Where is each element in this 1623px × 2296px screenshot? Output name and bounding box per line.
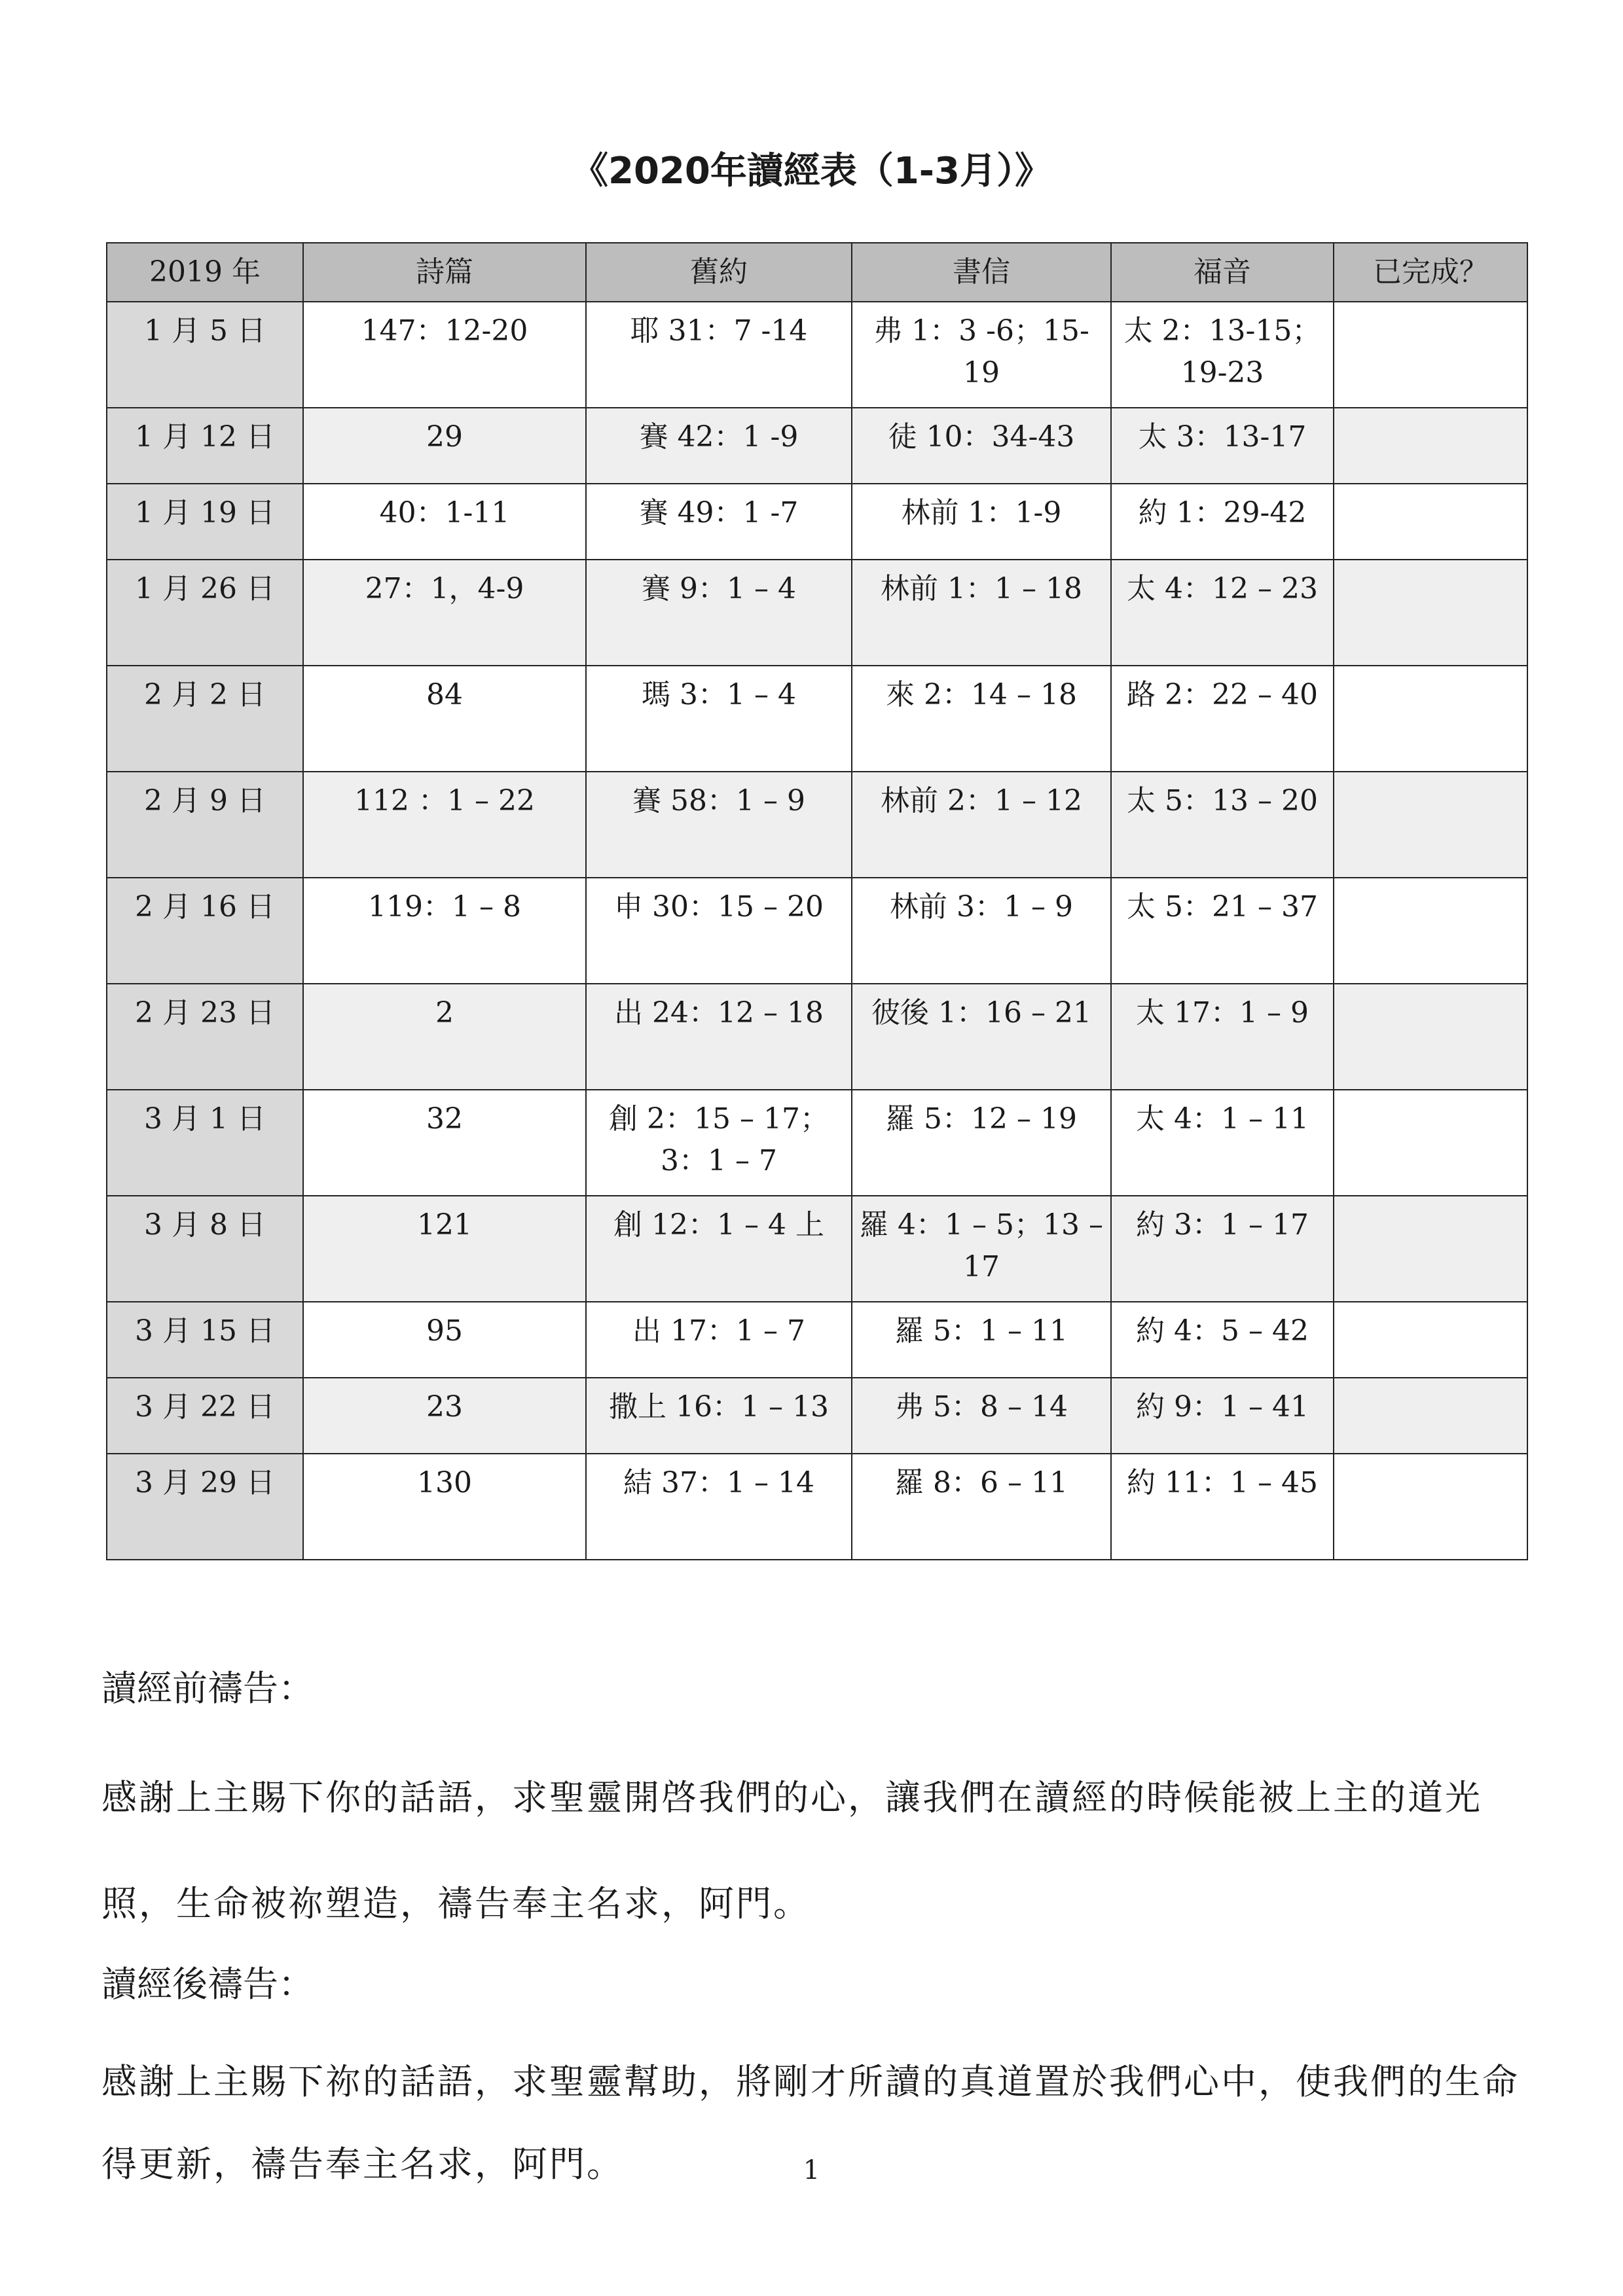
cell-psalms: 29	[303, 408, 586, 484]
table-row	[107, 1454, 1527, 1560]
cell-gospel: 太 5：13 – 20	[1111, 772, 1334, 878]
cell-date: 2 月 23 日	[107, 984, 303, 1090]
prayer-before-reading	[101, 1662, 1529, 1957]
cell-gospel: 太 2：13-15；19-23	[1111, 302, 1334, 408]
cell-old-testament: 創 2：15 – 17；3：1 – 7	[586, 1090, 852, 1196]
cell-old-testament: 撒上 16：1 – 13	[586, 1378, 852, 1454]
cell-gospel: 約 11：1 – 45	[1111, 1454, 1334, 1560]
document-title: 《2020年讀經表（1-3月）》	[571, 150, 1052, 192]
cell-old-testament: 賽 49：1 -7	[586, 484, 852, 560]
cell-old-testament: 耶 31：7 -14	[586, 302, 852, 408]
cell-epistles: 彼後 1：16 – 21	[852, 984, 1111, 1090]
cell-completed[interactable]	[1334, 878, 1527, 984]
cell-gospel: 約 3：1 – 17	[1111, 1196, 1334, 1302]
cell-date: 3 月 8 日	[107, 1196, 303, 1302]
cell-completed[interactable]	[1334, 984, 1527, 1090]
cell-psalms: 27：1，4-9	[303, 560, 586, 666]
cell-epistles: 林前 1：1 – 18	[852, 560, 1111, 666]
table-row	[107, 1378, 1527, 1454]
cell-psalms: 32	[303, 1090, 586, 1196]
cell-epistles: 弗 1：3 -6；15-19	[852, 302, 1111, 408]
cell-completed[interactable]	[1334, 1196, 1527, 1302]
table-row	[107, 984, 1527, 1090]
cell-epistles: 林前 3：1 – 9	[852, 878, 1111, 984]
cell-gospel: 太 4：1 – 11	[1111, 1090, 1334, 1196]
table-row	[107, 408, 1527, 484]
cell-old-testament: 賽 9：1 – 4	[586, 560, 852, 666]
header-completed: 已完成？	[1334, 243, 1527, 302]
header-epistles: 書信	[852, 243, 1111, 302]
cell-completed[interactable]	[1334, 1378, 1527, 1454]
cell-old-testament: 申 30：15 – 20	[586, 878, 852, 984]
cell-psalms: 40：1-11	[303, 484, 586, 560]
cell-epistles: 羅 4：1 – 5；13 – 17	[852, 1196, 1111, 1302]
table-row	[107, 772, 1527, 878]
page-number: 1	[803, 2155, 820, 2185]
cell-date: 3 月 22 日	[107, 1378, 303, 1454]
cell-old-testament: 賽 42：1 -9	[586, 408, 852, 484]
cell-date: 1 月 12 日	[107, 408, 303, 484]
cell-completed[interactable]	[1334, 302, 1527, 408]
header-old-testament: 舊約	[586, 243, 852, 302]
cell-date: 3 月 15 日	[107, 1302, 303, 1378]
cell-completed[interactable]	[1334, 1454, 1527, 1560]
table-header-row	[107, 243, 1527, 302]
cell-epistles: 徒 10：34-43	[852, 408, 1111, 484]
cell-gospel: 約 4：5 – 42	[1111, 1302, 1334, 1378]
header-psalms: 詩篇	[303, 243, 586, 302]
table-row	[107, 560, 1527, 666]
cell-gospel: 太 3：13-17	[1111, 408, 1334, 484]
table-row	[107, 878, 1527, 984]
prayer-before-text: 感謝上主賜下你的話語，求聖靈開啓我們的心，讓我們在讀經的時候能被上主的道光照，生命被祢塑造，禱告奉主名求，阿門。	[101, 1777, 1482, 1924]
cell-epistles: 來 2：14 – 18	[852, 666, 1111, 772]
cell-completed[interactable]	[1334, 560, 1527, 666]
cell-completed[interactable]	[1334, 772, 1527, 878]
cell-old-testament: 創 12：1 – 4 上	[586, 1196, 852, 1302]
cell-psalms: 121	[303, 1196, 586, 1302]
cell-psalms: 95	[303, 1302, 586, 1378]
cell-old-testament: 賽 58：1 – 9	[586, 772, 852, 878]
cell-completed[interactable]	[1334, 1090, 1527, 1196]
cell-completed[interactable]	[1334, 408, 1527, 484]
cell-psalms: 119：1 – 8	[303, 878, 586, 984]
table-row	[107, 666, 1527, 772]
cell-gospel: 太 4：12 – 23	[1111, 560, 1334, 666]
table-row	[107, 302, 1527, 408]
cell-epistles: 弗 5：8 – 14	[852, 1378, 1111, 1454]
cell-psalms: 23	[303, 1378, 586, 1454]
header-gospel: 福音	[1111, 243, 1334, 302]
table-row	[107, 1090, 1527, 1196]
cell-psalms: 147：12-20	[303, 302, 586, 408]
cell-old-testament: 出 24：12 – 18	[586, 984, 852, 1090]
cell-epistles: 羅 5：1 – 11	[852, 1302, 1111, 1378]
cell-date: 1 月 5 日	[107, 302, 303, 408]
prayer-after-text: 感謝上主賜下祢的話語，求聖靈幫助，將剛才所讀的真道置於我們心中，使我們的生命得更新，禱告奉主名求，阿門。	[101, 2061, 1520, 2185]
cell-date: 1 月 19 日	[107, 484, 303, 560]
cell-gospel: 太 5：21 – 37	[1111, 878, 1334, 984]
cell-gospel: 約 1：29-42	[1111, 484, 1334, 560]
cell-epistles: 羅 5：12 – 19	[852, 1090, 1111, 1196]
cell-psalms: 2	[303, 984, 586, 1090]
cell-psalms: 130	[303, 1454, 586, 1560]
cell-psalms: 84	[303, 666, 586, 772]
table-row	[107, 1302, 1527, 1378]
cell-date: 2 月 2 日	[107, 666, 303, 772]
cell-old-testament: 結 37：1 – 14	[586, 1454, 852, 1560]
cell-old-testament: 瑪 3：1 – 4	[586, 666, 852, 772]
prayer-after-heading: 讀經後禱告：	[101, 1964, 314, 2005]
cell-psalms: 112 ：1 – 22	[303, 772, 586, 878]
cell-date: 1 月 26 日	[107, 560, 303, 666]
cell-date: 2 月 9 日	[107, 772, 303, 878]
cell-gospel: 約 9：1 – 41	[1111, 1378, 1334, 1454]
reading-plan-table	[106, 242, 1528, 1560]
cell-completed[interactable]	[1334, 666, 1527, 772]
cell-epistles: 林前 2：1 – 12	[852, 772, 1111, 878]
cell-epistles: 羅 8：6 – 11	[852, 1454, 1111, 1560]
table-row	[107, 1196, 1527, 1302]
prayer-before-heading: 讀經前禱告：	[101, 1668, 314, 1709]
table-row	[107, 484, 1527, 560]
cell-date: 2 月 16 日	[107, 878, 303, 984]
header-date: 2019 年	[107, 243, 303, 302]
cell-date: 3 月 29 日	[107, 1454, 303, 1560]
cell-epistles: 林前 1：1-9	[852, 484, 1111, 560]
cell-gospel: 路 2：22 – 40	[1111, 666, 1334, 772]
cell-completed[interactable]	[1334, 1302, 1527, 1378]
cell-gospel: 太 17：1 – 9	[1111, 984, 1334, 1090]
cell-date: 3 月 1 日	[107, 1090, 303, 1196]
cell-old-testament: 出 17：1 – 7	[586, 1302, 852, 1378]
cell-completed[interactable]	[1334, 484, 1527, 560]
